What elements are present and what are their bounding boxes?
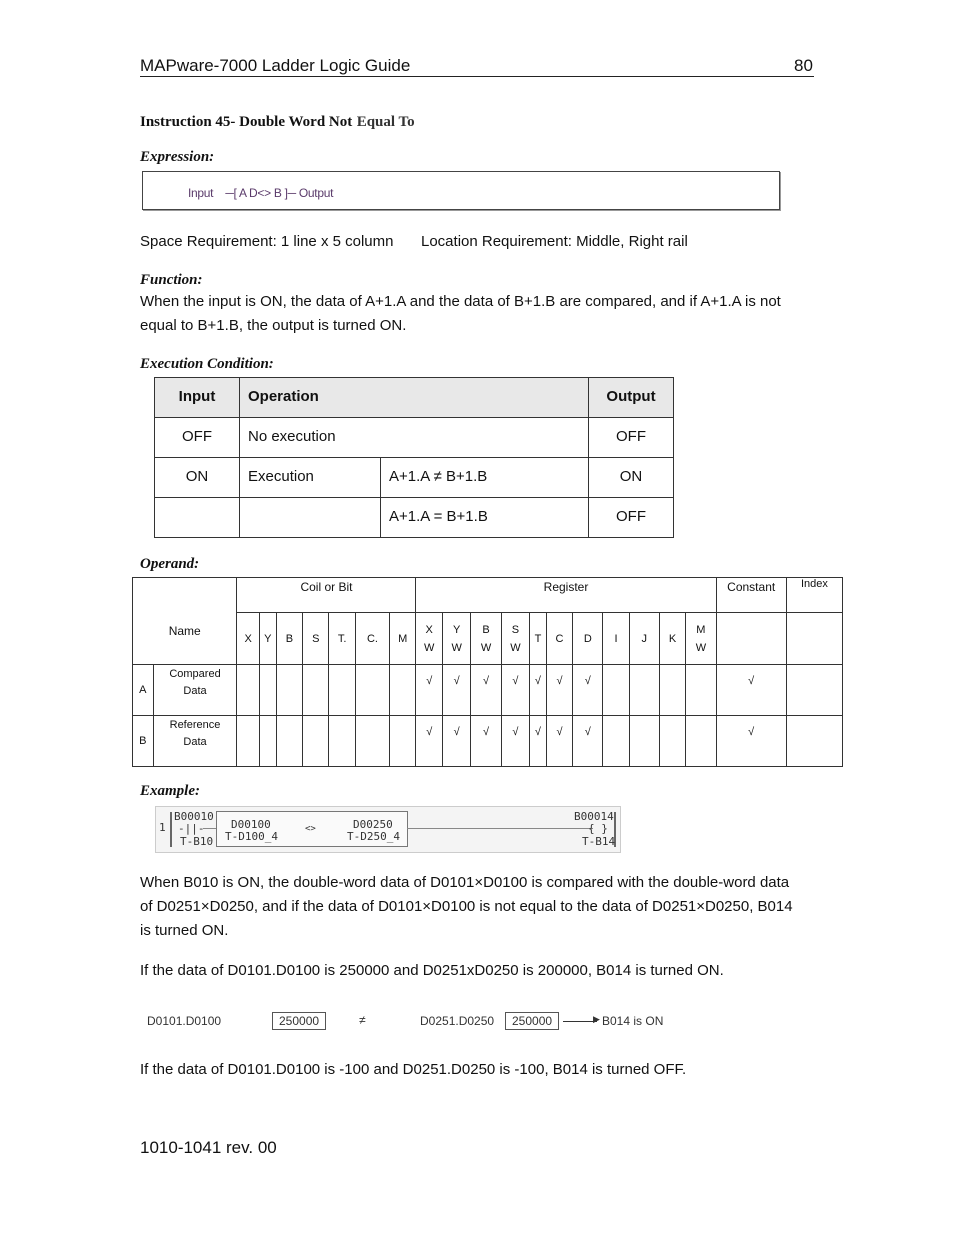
operand-col-header-top: M xyxy=(696,623,706,636)
operand-row-id: A xyxy=(133,665,154,716)
exec-cell: ON xyxy=(155,458,240,498)
rung-wire xyxy=(407,828,593,829)
operand-cell xyxy=(686,665,716,716)
operand-col-header-top: J xyxy=(641,632,647,645)
operand-cell: √ xyxy=(530,716,547,767)
operand-col-header: S xyxy=(303,613,329,665)
operand-cell xyxy=(355,665,389,716)
rung-wire xyxy=(203,828,216,829)
exec-cell: No execution xyxy=(240,418,589,458)
exec-header-output: Output xyxy=(589,378,674,418)
operand-cell xyxy=(329,716,355,767)
compare-illustration xyxy=(147,1011,667,1033)
operand-cell xyxy=(603,716,629,767)
operand-col-header-bottom: W xyxy=(451,641,462,654)
operand-col-header xyxy=(471,613,501,665)
operand-col-header-top: D xyxy=(583,632,592,645)
contact-symbol: -||- xyxy=(178,822,205,835)
operand-cell: √ xyxy=(416,716,442,767)
operand-cell xyxy=(686,716,716,767)
operand-cell: √ xyxy=(501,665,529,716)
operand-cell: √ xyxy=(546,716,572,767)
operand-col-header: X xyxy=(237,613,260,665)
operand-cell: √ xyxy=(442,665,470,716)
ladder-example xyxy=(155,806,621,853)
operand-col-header-top: I xyxy=(614,632,618,645)
location-requirement: Location Requirement: Middle, Right rail xyxy=(421,233,688,250)
operand-cell xyxy=(303,716,329,767)
exec-cell: Execution xyxy=(240,458,381,498)
operand-label: Operand: xyxy=(140,556,200,572)
operand-cell: √ xyxy=(442,716,470,767)
operand-row-name-line: Data xyxy=(183,685,207,697)
operand-cell xyxy=(259,716,276,767)
coil-symbol: { } xyxy=(588,822,608,835)
operand-cell xyxy=(390,716,416,767)
operand-col-header-top: B xyxy=(482,623,490,636)
operand-cell xyxy=(603,665,629,716)
function-label: Function: xyxy=(140,272,203,288)
arrow-head-icon: ▶ xyxy=(593,1014,600,1024)
operand-group-coil: Coil or Bit xyxy=(237,578,416,613)
contact-tag: T-B10 xyxy=(180,835,214,848)
not-equal-symbol: ≠ xyxy=(359,1013,366,1027)
operand-cell xyxy=(276,665,302,716)
operand-col-header: C. xyxy=(355,613,389,665)
operand-cell xyxy=(659,716,685,767)
coil-tag: T-B14 xyxy=(582,835,616,848)
operand-col-header xyxy=(603,613,629,665)
operand-cell xyxy=(786,665,842,716)
compare-a-tag: T-D100_4 xyxy=(225,830,278,843)
operand-cell: √ xyxy=(573,716,603,767)
operand-cell xyxy=(276,716,302,767)
exec-cell: OFF xyxy=(589,418,674,458)
operand-row-name xyxy=(153,665,237,716)
exec-cell: A+1.A = B+1.B xyxy=(381,498,589,538)
operand-col-header-top: T xyxy=(534,632,542,645)
example-case-on: If the data of D0101.D0100 is 250000 and D0251xD0250 is 200000, B014 is turned ON. xyxy=(140,962,724,979)
example-case-off: If the data of D0101.D0100 is -100 and D0251.D0250 is -100, B014 is turned OFF. xyxy=(140,1061,687,1078)
exec-cell: ON xyxy=(589,458,674,498)
exec-header-input: Input xyxy=(155,378,240,418)
compare-left-value: 250000 xyxy=(272,1012,326,1030)
operand-cell: √ xyxy=(471,716,501,767)
compare-a-address: D00100 xyxy=(231,818,271,831)
operand-cell xyxy=(237,716,260,767)
operand-col-header-bottom: W xyxy=(510,641,521,654)
operand-row-name-line: Compared xyxy=(169,668,221,680)
operand-group-constant: Constant xyxy=(716,578,786,613)
left-rail xyxy=(170,812,172,847)
operand-col-header-bottom: W xyxy=(695,641,707,654)
operand-col-header-bottom: W xyxy=(424,641,435,654)
operand-cell: √ xyxy=(573,665,603,716)
footer-revision: 1010-1041 rev. 00 xyxy=(140,1138,277,1157)
operand-cell xyxy=(629,665,659,716)
example-label: Example: xyxy=(140,783,200,799)
header-rule xyxy=(140,76,814,77)
operand-col-header: T. xyxy=(329,613,355,665)
operand-col-header-bottom: W xyxy=(480,641,492,654)
operand-col-header xyxy=(786,613,842,665)
operand-cell: √ xyxy=(530,665,547,716)
operand-col-header xyxy=(442,613,470,665)
operand-cell: √ xyxy=(716,665,786,716)
operand-cell xyxy=(659,665,685,716)
exec-cell: OFF xyxy=(589,498,674,538)
operand-col-header xyxy=(546,613,572,665)
operand-cell: √ xyxy=(501,716,529,767)
operand-col-header: Y xyxy=(259,613,276,665)
operand-cell: √ xyxy=(716,716,786,767)
expression-label: Expression: xyxy=(140,149,215,165)
compare-b-address: D00250 xyxy=(353,818,393,831)
operand-cell: √ xyxy=(546,665,572,716)
compare-right-value: 250000 xyxy=(505,1012,559,1030)
operand-row xyxy=(133,716,843,767)
compare-right-register: D0251.D0250 xyxy=(420,1014,495,1028)
operand-table xyxy=(132,577,843,767)
execution-label: Execution Condition: xyxy=(140,356,274,372)
expression-box xyxy=(142,171,780,210)
operand-group-register: Register xyxy=(416,578,716,613)
compare-result: B014 is ON xyxy=(602,1014,664,1028)
expression-formula: Input ─[ A D<> B ]─ Output xyxy=(188,186,334,200)
operand-name-header: Name xyxy=(133,578,237,665)
contact-address: B00010 xyxy=(174,810,214,823)
operand-col-header-top: K xyxy=(668,632,677,645)
operand-col-header xyxy=(530,613,547,665)
exec-cell: OFF xyxy=(155,418,240,458)
operand-col-header xyxy=(501,613,529,665)
space-requirement: Space Requirement: 1 line x 5 column xyxy=(140,233,394,250)
operand-cell: √ xyxy=(416,665,442,716)
operand-cell xyxy=(237,665,260,716)
execution-table xyxy=(154,377,674,538)
operand-cell: √ xyxy=(471,665,501,716)
operand-group-index: Index xyxy=(786,578,842,613)
function-text: When the input is ON, the data of A+1.A and the data of B+1.B are compared, and if A+1.A is not equal to B+1.B, the output is turned ON. xyxy=(140,293,781,334)
result-arrow-line xyxy=(563,1021,597,1022)
operand-cell xyxy=(329,665,355,716)
operand-col-header xyxy=(716,613,786,665)
operand-col-header-top: Y xyxy=(452,623,461,636)
example-description: When B010 is ON, the double-word data of D0101×D0100 is compared with the double-word data of D0251×D0250, and if the data of D0101×D0100 is not equal to the data of D0251×D0250, B014 is turned ON. xyxy=(140,874,793,939)
header-title: MAPware-7000 Ladder Logic Guide xyxy=(140,56,411,75)
operand-col-header: B xyxy=(276,613,302,665)
operand-cell xyxy=(259,665,276,716)
compare-block xyxy=(216,811,408,847)
operand-col-header xyxy=(573,613,603,665)
page-number: 80 xyxy=(794,56,813,75)
operand-row xyxy=(133,665,843,716)
operand-cell xyxy=(629,716,659,767)
operand-col-header xyxy=(629,613,659,665)
coil-address: B00014 xyxy=(574,810,614,823)
exec-header-operation: Operation xyxy=(240,378,589,418)
exec-cell xyxy=(240,498,381,538)
compare-operator: <> xyxy=(305,824,316,834)
operand-cell xyxy=(355,716,389,767)
operand-row-id: B xyxy=(133,716,154,767)
operand-row-name-line: Data xyxy=(183,736,207,748)
operand-cell xyxy=(390,665,416,716)
rung-number: 1 xyxy=(159,821,166,834)
operand-cell xyxy=(786,716,842,767)
operand-col-header xyxy=(659,613,685,665)
operand-row-name xyxy=(153,716,237,767)
compare-left-register: D0101.D0100 xyxy=(147,1014,222,1028)
operand-col-header: M xyxy=(390,613,416,665)
instruction-title: Instruction 45- Double Word Not Equal To xyxy=(140,114,415,130)
exec-cell xyxy=(155,498,240,538)
operand-col-header xyxy=(416,613,442,665)
operand-row-name-line: Reference xyxy=(169,719,221,731)
operand-col-header-top: S xyxy=(511,623,520,636)
operand-col-header-top: X xyxy=(425,623,433,636)
exec-cell: A+1.A ≠ B+1.B xyxy=(381,458,589,498)
operand-cell xyxy=(303,665,329,716)
operand-col-header-top: C xyxy=(555,632,564,645)
operand-col-header xyxy=(686,613,716,665)
compare-b-tag: T-D250_4 xyxy=(347,830,400,843)
